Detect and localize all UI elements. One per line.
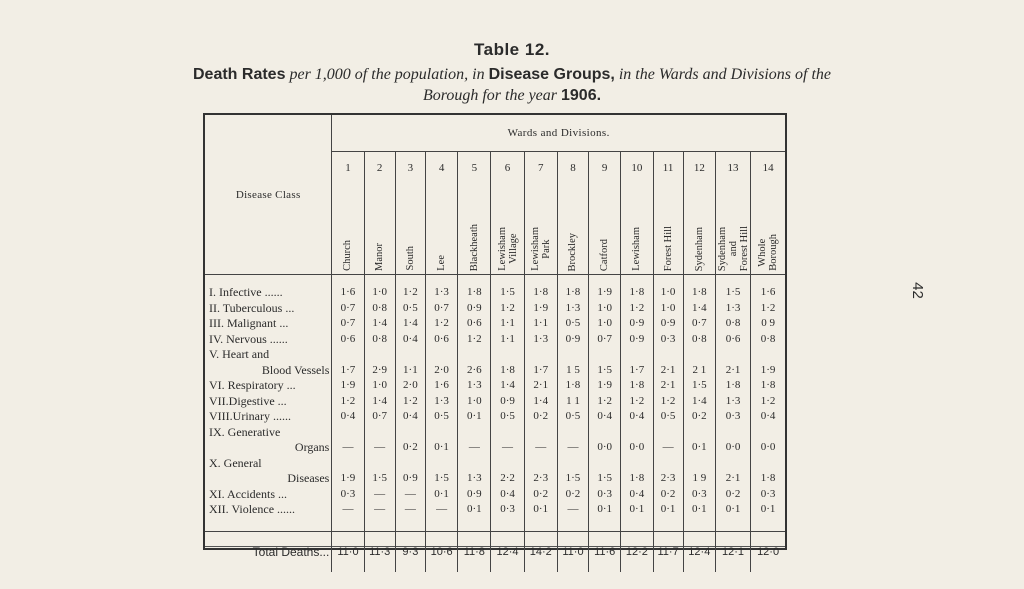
rate-cell: 1·1 (395, 347, 425, 378)
rate-cell: 0·8 (683, 332, 715, 348)
rate-cell: 1·5 (425, 456, 457, 487)
rate-cell: 0·5 (425, 409, 457, 425)
disease-class-label-line: VII.Digestive ... (209, 393, 287, 408)
rate-cell: 0·3 (332, 487, 364, 503)
rate-cell: 1 1 (557, 394, 588, 410)
rate-cell: 0·6 (425, 332, 457, 348)
rate-cell: 1·3 (458, 378, 491, 394)
ward-name: South (404, 246, 416, 271)
ward-name: Blackheath (468, 223, 480, 271)
rate-cell: 1·8 (621, 456, 653, 487)
rate-cell: 2·1 (653, 347, 683, 378)
ward-name: Brockley (567, 232, 579, 271)
table-row (205, 275, 785, 301)
table-row (205, 301, 785, 317)
rate-cell: 1·1 (491, 332, 524, 348)
rate-cell: 1·2 (751, 301, 785, 317)
ward-name-cell (751, 174, 785, 275)
table-row (205, 347, 785, 378)
ward-number: 11 (653, 152, 683, 175)
rate-cell: 1·2 (395, 275, 425, 301)
rate-cell: 0·4 (621, 409, 653, 425)
rate-cell: 0·7 (332, 316, 364, 332)
rate-cell: 0·2 (395, 425, 425, 456)
rate-cell: 2·3 (524, 456, 557, 487)
rate-cell: 0·3 (715, 409, 750, 425)
disease-class-label-line: XII. Violence ...... (209, 502, 296, 516)
rate-cell: 0·4 (751, 409, 785, 425)
ward-number: 8 (557, 152, 588, 175)
total-cell: 10·6 (425, 531, 457, 572)
disease-class-header: Disease Class (205, 115, 332, 275)
rate-cell: 1·8 (557, 275, 588, 301)
rate-cell: 1·4 (364, 316, 395, 332)
rate-cell: 0·5 (491, 409, 524, 425)
subtitle-death-rates: Death Rates (192, 66, 286, 83)
rate-cell: 0·1 (524, 502, 557, 518)
rate-cell: 0·8 (751, 332, 785, 348)
rate-cell: 1·2 (458, 332, 491, 348)
rate-cell: 0·6 (332, 332, 364, 348)
ward-name: Church (342, 240, 354, 271)
rate-cell: 0·3 (653, 332, 683, 348)
disease-class-label (205, 316, 332, 332)
disease-class-label-cont: Organs (294, 440, 330, 454)
ward-number: 1 (332, 152, 364, 175)
disease-class-label-line: II. Tuberculous ... (209, 300, 295, 315)
ward-name: Sydenham (693, 226, 705, 271)
rate-cell: — (364, 425, 395, 456)
table-row (205, 394, 785, 410)
rate-cell: 1·2 (653, 394, 683, 410)
ward-number: 4 (425, 152, 457, 175)
rate-cell: 1·9 (332, 378, 364, 394)
disease-class-label (205, 275, 332, 301)
rate-cell: 1·0 (589, 301, 621, 317)
ward-number: 9 (589, 152, 621, 175)
rate-cell: 1·8 (683, 275, 715, 301)
ward-name: Manor (374, 243, 386, 271)
rate-cell: 1·9 (751, 347, 785, 378)
disease-class-label-line: XI. Accidents ... (209, 486, 287, 501)
rate-cell: 0·1 (653, 502, 683, 518)
ward-name-cell (332, 174, 364, 275)
ward-name-cell (557, 174, 588, 275)
ward-name: Lewisham Village (496, 227, 519, 271)
rate-cell: 1·0 (653, 301, 683, 317)
disease-class-label (205, 425, 332, 456)
rate-cell: 0·0 (589, 425, 621, 456)
rate-cell: 1·5 (557, 456, 588, 487)
rate-cell: 2 1 (683, 347, 715, 378)
total-row (205, 531, 785, 572)
rate-cell: 0·9 (621, 332, 653, 348)
ward-name-cell (715, 174, 750, 275)
rate-cell: 1·0 (364, 275, 395, 301)
ward-name-cell (425, 174, 457, 275)
ward-name-cell (653, 174, 683, 275)
rate-cell: — (364, 502, 395, 518)
rate-cell: 1·8 (621, 275, 653, 301)
total-cell: 11·3 (364, 531, 395, 572)
table-row (205, 456, 785, 487)
table-row (205, 316, 785, 332)
wards-header: Wards and Divisions. (332, 115, 785, 152)
rate-cell: 1 5 (557, 347, 588, 378)
rate-cell: — (364, 487, 395, 503)
subtitle-disease-groups: Disease Groups, (488, 66, 615, 83)
rate-cell: — (557, 425, 588, 456)
total-cell: 11·8 (458, 531, 491, 572)
rate-cell: 1·9 (524, 301, 557, 317)
rate-cell: 1·0 (589, 316, 621, 332)
rate-cell: 1·9 (589, 378, 621, 394)
rate-cell: 1·8 (751, 378, 785, 394)
rate-cell: 1·3 (458, 456, 491, 487)
rate-cell: 1·5 (589, 347, 621, 378)
rate-cell: 0·1 (589, 502, 621, 518)
rate-cell: 0·3 (683, 487, 715, 503)
rate-cell: 0·4 (491, 487, 524, 503)
rate-cell: 1·6 (751, 275, 785, 301)
total-cell: 14·2 (524, 531, 557, 572)
table-title: Table 12. (474, 40, 550, 59)
rate-cell: 0·2 (683, 409, 715, 425)
rate-cell: 1·2 (425, 316, 457, 332)
rate-cell: 1·7 (621, 347, 653, 378)
ward-name-cell (491, 174, 524, 275)
table-row (205, 425, 785, 456)
rate-cell: 1·5 (683, 378, 715, 394)
rate-cell: 0·5 (653, 409, 683, 425)
rate-cell: 0·1 (683, 425, 715, 456)
disease-class-label (205, 301, 332, 317)
rate-cell: 1·9 (332, 456, 364, 487)
rate-cell: 0·1 (715, 502, 750, 518)
rate-cell: 0·0 (751, 425, 785, 456)
rate-cell: 1·8 (524, 275, 557, 301)
rate-cell: 0·8 (364, 332, 395, 348)
rate-cell: 1·8 (621, 378, 653, 394)
rate-cell: 2·1 (715, 347, 750, 378)
rate-cell: 1·6 (332, 275, 364, 301)
disease-class-label-line: V. Heart and (209, 347, 270, 361)
rate-cell: 2·1 (524, 378, 557, 394)
rate-cell: 1·1 (524, 316, 557, 332)
disease-class-label-line: VIII.Urinary ...... (209, 409, 291, 423)
rate-cell: 1·2 (589, 394, 621, 410)
total-cell: 12·0 (751, 531, 785, 572)
rate-cell: 0·2 (524, 409, 557, 425)
rate-cell: 2·3 (653, 456, 683, 487)
table-row (205, 487, 785, 503)
rate-cell: 1·7 (332, 347, 364, 378)
rate-cell: 1·3 (715, 394, 750, 410)
disease-class-label-line: VI. Respiratory ... (209, 378, 296, 392)
rate-cell: 0·9 (491, 394, 524, 410)
rate-cell: 0·1 (425, 487, 457, 503)
rate-cell: 1·8 (751, 456, 785, 487)
rate-cell: — (395, 487, 425, 503)
rate-cell: 1·4 (364, 394, 395, 410)
rate-cell: 1·8 (557, 378, 588, 394)
rate-cell: 0·4 (332, 409, 364, 425)
rate-cell: 0·1 (621, 502, 653, 518)
ward-name-cell (364, 174, 395, 275)
ward-name-cell (621, 174, 653, 275)
rate-cell: 1·2 (621, 394, 653, 410)
rate-cell: 1·3 (524, 332, 557, 348)
rate-cell: 2·6 (458, 347, 491, 378)
death-rates-table (205, 115, 785, 572)
table-row (205, 502, 785, 518)
rate-cell: 0·5 (395, 301, 425, 317)
rate-cell: 0·7 (425, 301, 457, 317)
rate-cell: 1·6 (425, 378, 457, 394)
total-cell: 12·1 (715, 531, 750, 572)
rate-cell: 1·8 (458, 275, 491, 301)
ward-name-cell (458, 174, 491, 275)
rate-cell: 1·7 (524, 347, 557, 378)
rate-cell: 0·6 (715, 332, 750, 348)
ward-name-cell (395, 174, 425, 275)
disease-class-label (205, 456, 332, 487)
table-row (205, 332, 785, 348)
disease-class-label (205, 347, 332, 378)
rate-cell: 2·1 (653, 378, 683, 394)
rate-cell: 2·0 (425, 347, 457, 378)
ward-name: Lewisham (631, 227, 643, 271)
total-cell: 11·0 (557, 531, 588, 572)
rate-cell: 1·5 (491, 275, 524, 301)
ward-number: 13 (715, 152, 750, 175)
disease-class-label-cont: Diseases (287, 471, 330, 485)
ward-number: 10 (621, 152, 653, 175)
rate-cell: 1·4 (491, 378, 524, 394)
rate-cell: 0·3 (491, 502, 524, 518)
total-cell: 12·4 (683, 531, 715, 572)
rate-cell: 0·9 (458, 487, 491, 503)
rate-cell: 0·0 (621, 425, 653, 456)
total-cell: 11·7 (653, 531, 683, 572)
rate-cell: — (491, 425, 524, 456)
rate-cell: 0·1 (458, 409, 491, 425)
ward-name-cell (589, 174, 621, 275)
rate-cell: — (395, 502, 425, 518)
rate-cell: — (653, 425, 683, 456)
rate-cell: 1·4 (683, 301, 715, 317)
ward-number: 12 (683, 152, 715, 175)
ward-name-cell (683, 174, 715, 275)
rate-cell: 0·1 (458, 502, 491, 518)
rate-cell: 0·4 (395, 332, 425, 348)
rate-cell: 0·3 (589, 487, 621, 503)
rate-cell: 2·2 (491, 456, 524, 487)
rate-cell: 0·4 (395, 409, 425, 425)
rate-cell: 0 9 (751, 316, 785, 332)
rate-cell: 1·5 (364, 456, 395, 487)
rate-cell: 0·7 (683, 316, 715, 332)
ward-number: 7 (524, 152, 557, 175)
rate-cell: 1·0 (364, 378, 395, 394)
rate-cell: 0·2 (653, 487, 683, 503)
disease-class-label-cont: Blood Vessels (261, 362, 330, 377)
rate-cell: 1·2 (491, 301, 524, 317)
rate-cell: 1·4 (524, 394, 557, 410)
rate-cell: 0·2 (557, 487, 588, 503)
rate-cell: 0·7 (332, 301, 364, 317)
disease-class-label-line: X. General (209, 455, 262, 470)
ward-name: Lewisham Park (529, 227, 552, 271)
rate-cell: 0·5 (557, 316, 588, 332)
rate-cell: 0·9 (621, 316, 653, 332)
rate-cell: 1·0 (653, 275, 683, 301)
rate-cell: — (332, 502, 364, 518)
rate-cell: — (524, 425, 557, 456)
rate-cell: 0·5 (557, 409, 588, 425)
ward-number: 6 (491, 152, 524, 175)
rate-cell: 1·3 (425, 394, 457, 410)
rate-cell: 0·3 (751, 487, 785, 503)
disease-class-label (205, 378, 332, 394)
disease-class-label (205, 487, 332, 503)
total-cell: 11·0 (332, 531, 364, 572)
table-subtitle (170, 64, 854, 106)
rate-cell: 0·7 (364, 409, 395, 425)
disease-class-label (205, 394, 332, 410)
disease-class-label-line: I. Infective ...... (209, 285, 283, 299)
total-cell: 12·4 (491, 531, 524, 572)
rate-cell: — (458, 425, 491, 456)
rate-cell: 2·9 (364, 347, 395, 378)
ward-number: 3 (395, 152, 425, 175)
subtitle-text-2: in the Wards and Divisions of the Borough for the year (422, 66, 832, 104)
rate-cell: 0·1 (683, 502, 715, 518)
rate-cell: 1·4 (683, 394, 715, 410)
rate-cell: 1 9 (683, 456, 715, 487)
total-cell: 9·3 (395, 531, 425, 572)
disease-class-label (205, 332, 332, 348)
ward-number: 2 (364, 152, 395, 175)
rate-cell: 1·4 (395, 316, 425, 332)
rate-cell: 1·3 (715, 301, 750, 317)
rate-cell: 1·3 (425, 275, 457, 301)
disease-class-label-line: IV. Nervous ...... (209, 331, 288, 346)
rate-cell: — (557, 502, 588, 518)
rate-cell: 1·8 (491, 347, 524, 378)
rate-cell: 0·8 (364, 301, 395, 317)
rate-cell: 1·1 (491, 316, 524, 332)
rate-cell: 0·0 (715, 425, 750, 456)
rate-cell: 1·2 (751, 394, 785, 410)
subtitle-year: 1906. (561, 87, 602, 104)
rate-cell: 0·9 (557, 332, 588, 348)
ward-name: Catford (599, 238, 611, 271)
table-row (205, 409, 785, 425)
rate-cell: 0·9 (395, 456, 425, 487)
ward-name: Forest Hill (662, 225, 674, 271)
rate-cell: 1·2 (395, 394, 425, 410)
ward-name: Whole Borough (757, 234, 780, 271)
rate-cell: 1·5 (715, 275, 750, 301)
ward-name: Lee (436, 255, 448, 271)
rate-cell: — (425, 502, 457, 518)
table-row (205, 378, 785, 394)
rate-cell: 0·6 (458, 316, 491, 332)
rate-cell: 1·2 (621, 301, 653, 317)
subtitle-text-1: per 1,000 of the population, in (285, 66, 489, 83)
rate-cell: 0·2 (524, 487, 557, 503)
rate-cell: — (332, 425, 364, 456)
total-label: Total Deaths... (205, 531, 332, 572)
total-cell: 12·2 (621, 531, 653, 572)
rate-cell: 0·9 (653, 316, 683, 332)
rate-cell: 0·1 (425, 425, 457, 456)
rate-cell: 0·8 (715, 316, 750, 332)
disease-class-label-line: III. Malignant ... (209, 316, 289, 330)
ward-name: Sydenham and Forest Hill (716, 225, 750, 271)
disease-class-label (205, 409, 332, 425)
ward-name-cell (524, 174, 557, 275)
rate-cell: 0·1 (751, 502, 785, 518)
total-cell: 11·6 (589, 531, 621, 572)
rate-cell: 1·9 (589, 275, 621, 301)
ward-number: 5 (458, 152, 491, 175)
disease-class-label (205, 502, 332, 518)
rate-cell: 1·2 (332, 394, 364, 410)
ward-number: 14 (751, 152, 785, 175)
rate-cell: 0·2 (715, 487, 750, 503)
rate-cell: 2·1 (715, 456, 750, 487)
rate-cell: 0·9 (458, 301, 491, 317)
rate-cell: 2·0 (395, 378, 425, 394)
rate-cell: 1·5 (589, 456, 621, 487)
rate-cell: 0·4 (621, 487, 653, 503)
rate-cell: 1·0 (458, 394, 491, 410)
rate-cell: 1·8 (715, 378, 750, 394)
rate-cell: 1·3 (557, 301, 588, 317)
page-number: 42 (908, 282, 926, 299)
disease-class-label-line: IX. Generative (209, 424, 281, 439)
rate-cell: 0·7 (589, 332, 621, 348)
rate-cell: 0·4 (589, 409, 621, 425)
